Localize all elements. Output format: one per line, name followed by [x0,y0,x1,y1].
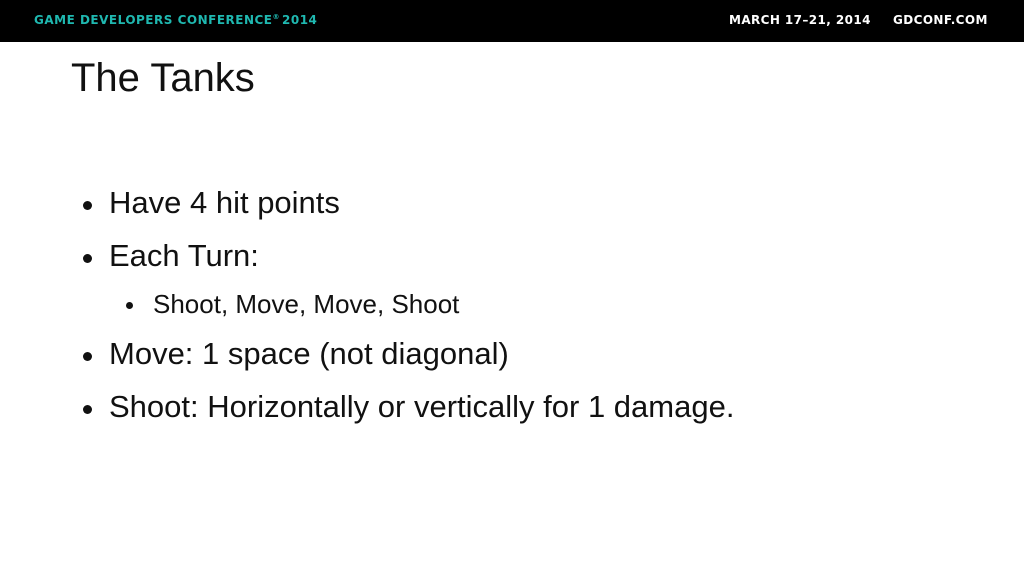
conference-year: 2014 [282,13,318,27]
trademark-symbol: ® [272,13,280,21]
bullet-item [109,389,734,425]
bullet-dot-icon [83,405,92,414]
conference-name: GAME DEVELOPERS CONFERENCE [34,13,273,27]
bullet-dot-icon [83,254,92,263]
bullet-dot-icon [83,352,92,361]
bullet-dot-icon [126,302,133,309]
bullet-dot-icon [83,201,92,210]
sub-bullet-text: Shoot, Move, Move, Shoot [153,289,460,319]
bullet-item [109,185,340,221]
sub-bullet-item [153,289,459,319]
slide-title: The Tanks [71,56,255,100]
bullet-text: Each Turn: [109,238,259,273]
conference-dates: MARCH 17–21, 2014 [729,13,871,27]
conference-website: GDCONF.COM [893,13,988,27]
bullet-text: Shoot: Horizontally or vertically for 1 damage. [109,389,735,424]
bullet-text: Have 4 hit points [109,185,340,220]
bullet-text: Move: 1 space (not diagonal) [109,336,509,371]
bullet-item [109,238,259,274]
bullet-item [109,336,509,372]
